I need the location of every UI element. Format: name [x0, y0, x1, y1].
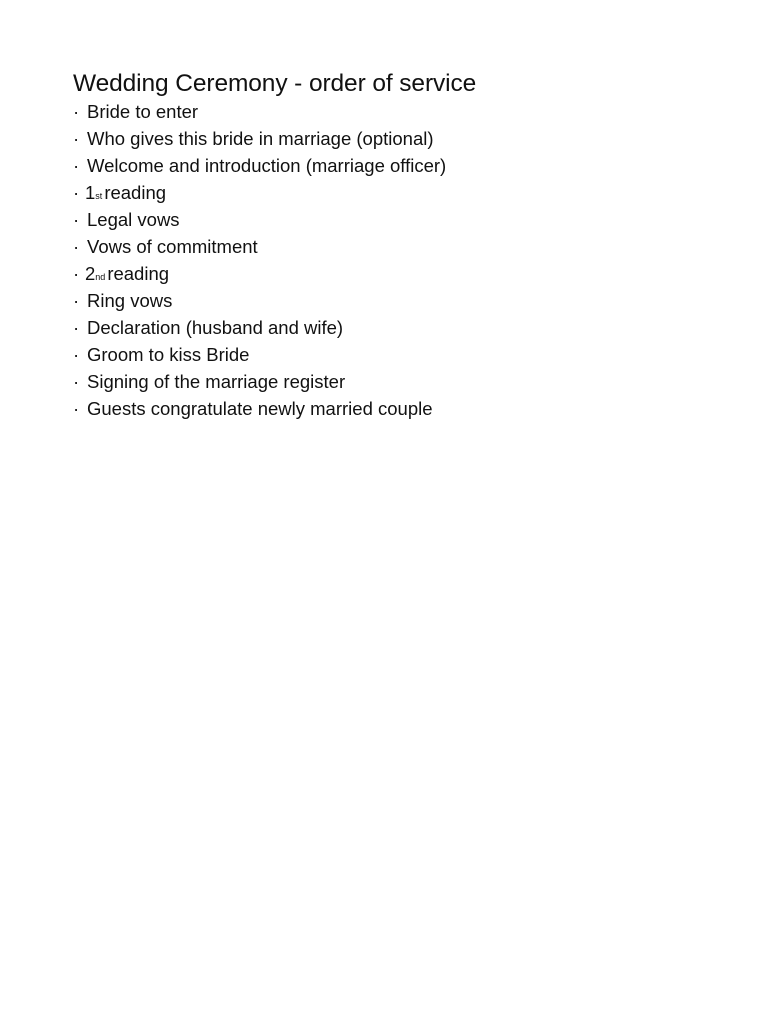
- list-item: [73, 397, 476, 424]
- bullet-icon: ·: [73, 398, 80, 419]
- list-item: [73, 289, 476, 316]
- item-text: Guests congratulate newly married couple: [87, 398, 433, 419]
- bullet-icon: ·: [73, 263, 80, 284]
- list-item: [73, 100, 476, 127]
- item-text: Who gives this bride in marriage (optional): [87, 128, 434, 149]
- document-title: Wedding Ceremony - order of service: [73, 70, 477, 97]
- item-text: Signing of the marriage register: [87, 371, 346, 392]
- order-of-service-list: [73, 100, 476, 424]
- list-item: [73, 208, 476, 235]
- list-item: [73, 343, 476, 370]
- item-text: Groom to kiss Bride: [87, 344, 250, 365]
- list-item: [73, 370, 476, 397]
- bullet-icon: ·: [73, 290, 80, 311]
- item-text: Bride to enter: [87, 101, 199, 122]
- item-text: Vows of commitment: [87, 236, 258, 257]
- bullet-icon: ·: [73, 236, 80, 257]
- bullet-icon: ·: [73, 344, 80, 365]
- list-item: [73, 316, 476, 343]
- list-item: [73, 235, 476, 262]
- bullet-icon: ·: [73, 155, 80, 176]
- bullet-icon: ·: [73, 101, 80, 122]
- item-text: Legal vows: [87, 209, 180, 230]
- item-text: reading: [104, 182, 167, 203]
- item-text: Declaration (husband and wife): [87, 317, 344, 338]
- list-item: [73, 181, 476, 208]
- item-prefix: 2: [85, 263, 96, 284]
- item-text: Ring vows: [87, 290, 173, 311]
- item-text: Welcome and introduction (marriage officer): [87, 155, 447, 176]
- bullet-icon: ·: [73, 209, 80, 230]
- item-ordinal-suffix: st: [95, 191, 103, 201]
- bullet-icon: ·: [73, 371, 80, 392]
- bullet-icon: ·: [73, 128, 80, 149]
- document-page: [73, 68, 476, 424]
- bullet-icon: ·: [73, 182, 80, 203]
- item-ordinal-suffix: nd: [95, 272, 106, 282]
- list-item: [73, 127, 476, 154]
- bullet-icon: ·: [73, 317, 80, 338]
- item-text: reading: [107, 263, 170, 284]
- list-item: [73, 262, 476, 289]
- item-prefix: 1: [85, 182, 96, 203]
- list-item: [73, 154, 476, 181]
